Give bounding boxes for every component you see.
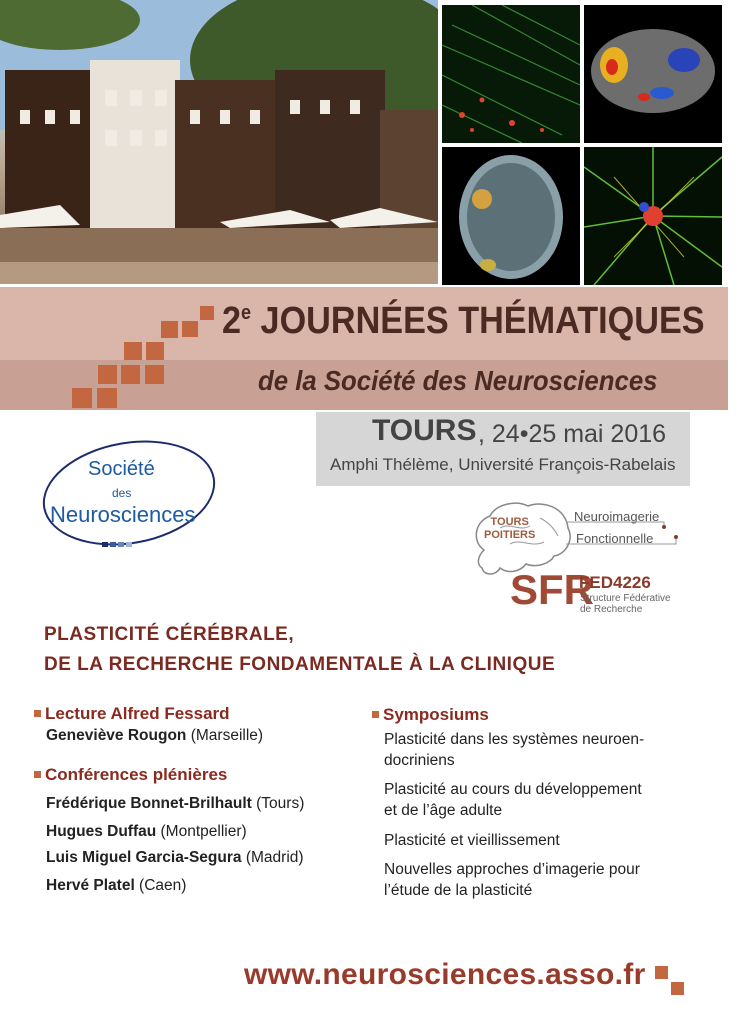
plenary-speaker	[46, 877, 186, 895]
symposium-item-line: Plasticité dans les systèmes neuroen-	[384, 731, 645, 748]
theme-line-2: DE LA RECHERCHE FONDAMENTALE À LA CLINIQUE	[44, 654, 556, 675]
sfr-acronym: SFR	[510, 566, 594, 613]
event-venue: Amphi Thélème, Université François-Rabelais	[330, 455, 676, 474]
lecture-heading	[34, 704, 230, 724]
bullet-square	[34, 771, 41, 778]
logo-line-1: Société	[88, 458, 155, 480]
symposium-item-line: l’étude de la plasticité	[384, 882, 533, 899]
plenary-heading	[34, 765, 227, 785]
website-link[interactable]: www.neurosciences.asso.fr	[244, 958, 646, 991]
symposium-item-line: et de l’âge adulte	[384, 802, 503, 819]
plenary-speaker	[46, 849, 304, 867]
plenary-speaker-name: Hugues Duffau	[46, 823, 157, 840]
plenary-speaker	[46, 823, 247, 841]
lecture-speaker	[46, 727, 263, 745]
title-text: JOURNÉES THÉMATIQUES	[260, 300, 705, 342]
glial-cells-fluorescence-image	[584, 147, 722, 285]
plenary-speaker-place: (Caen)	[134, 877, 187, 894]
brain-mri-image	[442, 147, 580, 285]
plenary-speaker-name: Hervé Platel	[46, 877, 135, 894]
symposium-item-line: Plasticité et vieillissement	[384, 832, 560, 849]
plenary-speaker-place: (Tours)	[251, 795, 305, 812]
theme-line-1: PLASTICITÉ CÉRÉBRALE,	[44, 624, 295, 645]
sfr-cities	[484, 516, 535, 542]
sfr-fed-number: FED4226	[579, 573, 651, 592]
event-subtitle: de la Société des Neurosciences	[258, 365, 658, 396]
plenary-speaker	[46, 795, 304, 813]
lecture-heading-text: Lecture Alfred Fessard	[45, 704, 230, 723]
sfr-name-1: Neuroimagerie	[574, 509, 660, 524]
neuron-fluorescence-image	[442, 5, 580, 143]
lecture-speaker-place: (Marseille)	[186, 727, 264, 744]
sfr-desc-1: Structure Fédérative	[580, 593, 671, 604]
sfr-connector-lines	[566, 518, 686, 563]
sfr-name-2: Fonctionnelle	[576, 531, 654, 546]
sfr-city-1: TOURS	[490, 516, 529, 528]
plenary-speaker-place: (Montpellier)	[156, 823, 247, 840]
lecture-speaker-name: Geneviève Rougon	[46, 727, 187, 744]
plenary-speaker-place: (Madrid)	[241, 849, 304, 866]
event-date: , 24•25 mai 2016	[478, 420, 667, 448]
bullet-square	[372, 711, 379, 718]
symposium-item	[384, 779, 642, 821]
edition-number: 2	[222, 300, 242, 342]
symposium-item	[384, 729, 644, 771]
tours-square-photo	[0, 0, 438, 284]
plenary-speaker-name: Luis Miguel Garcia-Segura	[46, 849, 242, 866]
symposium-item-line: docriniens	[384, 752, 455, 769]
logo-line-2: des	[112, 486, 132, 500]
symposium-item	[384, 830, 560, 851]
edition-suffix: e	[241, 302, 252, 324]
bullet-square	[34, 710, 41, 717]
symposium-item	[384, 859, 640, 901]
plenary-speaker-name: Frédérique Bonnet-Brilhault	[46, 795, 252, 812]
event-city: TOURS	[372, 414, 477, 447]
symposiums-heading-text: Symposiums	[383, 705, 489, 724]
event-title	[222, 300, 705, 343]
sfr-desc-2: de Recherche	[580, 604, 643, 615]
logo-line-3: Neurosciences	[50, 502, 196, 527]
sfr-city-2: POITIERS	[484, 529, 536, 541]
symposium-item-line: Plasticité au cours du développement	[384, 781, 642, 798]
symposiums-heading	[372, 705, 489, 725]
brain-fmri-image	[584, 5, 722, 143]
symposium-item-line: Nouvelles approches d’imagerie pour	[384, 861, 640, 878]
plenary-heading-text: Conférences plénières	[45, 765, 228, 784]
